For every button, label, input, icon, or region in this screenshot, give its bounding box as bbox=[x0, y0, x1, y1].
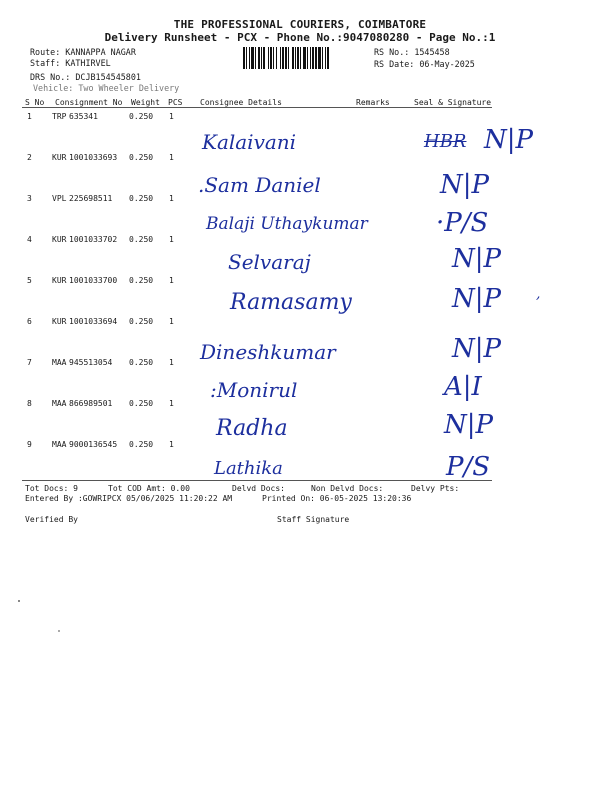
barcode-bar bbox=[325, 47, 326, 69]
speck-mark-icon bbox=[58, 630, 60, 632]
consignee-handwriting: Balaji Uthaykumar bbox=[206, 214, 368, 234]
remark-handwriting: ·P/S bbox=[436, 208, 489, 238]
total-cod-amount: Tot COD Amt: 0.00 bbox=[108, 484, 190, 493]
staff-label: Staff: KATHIRVEL bbox=[30, 58, 111, 68]
row-consignment: 225698511 bbox=[69, 194, 113, 203]
barcode-bar bbox=[258, 47, 260, 69]
barcode-bar bbox=[251, 47, 254, 69]
column-header-pcs: PCS bbox=[168, 98, 183, 107]
vehicle-label: Vehicle: Two Wheeler Delivery bbox=[33, 83, 180, 93]
barcode-bar bbox=[295, 47, 296, 69]
row-sno: 8 bbox=[27, 399, 32, 408]
barcode-bar bbox=[285, 47, 287, 69]
remark-handwriting: N|P bbox=[452, 284, 502, 314]
barcode-bar bbox=[273, 47, 274, 69]
rs-number: RS No.: 1545458 bbox=[374, 47, 450, 57]
report-subtitle: Delivery Runsheet - PCX - Phone No.:9047080280 - Page No.:1 bbox=[104, 31, 496, 44]
barcode-bar bbox=[312, 47, 314, 69]
row-prefix: MAA bbox=[52, 399, 67, 408]
row-prefix: MAA bbox=[52, 358, 67, 367]
rs-date: RS Date: 06-May-2025 bbox=[374, 59, 475, 69]
row-consignment: 866989501 bbox=[69, 399, 113, 408]
row-weight: 0.250 bbox=[129, 153, 154, 162]
row-pcs: 1 bbox=[169, 276, 174, 285]
drs-number: DRS No.: DCJB154545801 bbox=[30, 72, 141, 82]
row-sno: 6 bbox=[27, 317, 32, 326]
consignee-handwriting: .Sam Daniel bbox=[198, 173, 321, 197]
row-prefix: TRP bbox=[52, 112, 67, 121]
barcode-bar bbox=[263, 47, 265, 69]
printed-on: Printed On: 06-05-2025 13:20:36 bbox=[262, 494, 412, 503]
row-weight: 0.250 bbox=[129, 112, 154, 121]
column-header-remarks: Remarks bbox=[356, 98, 390, 107]
barcode-bar bbox=[310, 47, 311, 69]
column-header-seal: Seal & Signature bbox=[414, 98, 492, 107]
barcode-bar bbox=[297, 47, 299, 69]
remark-handwriting: A|I bbox=[444, 372, 482, 402]
row-pcs: 1 bbox=[169, 317, 174, 326]
barcode-bar bbox=[327, 47, 329, 69]
barcode-bar bbox=[288, 47, 289, 69]
entered-by: Entered By :GOWRIPCX 05/06/2025 11:20:22 AM bbox=[25, 494, 233, 503]
row-sno: 5 bbox=[27, 276, 32, 285]
barcode-bar bbox=[282, 47, 284, 69]
row-consignment: 945513054 bbox=[69, 358, 113, 367]
row-consignment: 1001033693 bbox=[69, 153, 118, 162]
row-pcs: 1 bbox=[169, 153, 174, 162]
row-sno: 3 bbox=[27, 194, 32, 203]
column-header-weight: Weight bbox=[131, 98, 160, 107]
route-label: Route: KANNAPPA NAGAR bbox=[30, 47, 136, 57]
remark-handwriting: N|P bbox=[452, 244, 502, 274]
barcode-bar bbox=[276, 47, 277, 69]
row-weight: 0.250 bbox=[129, 399, 154, 408]
row-weight: 0.250 bbox=[129, 194, 154, 203]
row-pcs: 1 bbox=[169, 358, 174, 367]
row-sno: 9 bbox=[27, 440, 32, 449]
barcode-bar bbox=[292, 47, 294, 69]
barcode-bar bbox=[246, 47, 247, 69]
row-consignment: 1001033700 bbox=[69, 276, 118, 285]
total-docs: Tot Docs: 9 bbox=[25, 484, 78, 493]
header-rule bbox=[22, 107, 492, 108]
consignee-handwriting: :Monirul bbox=[210, 378, 298, 402]
row-consignment: 1001033702 bbox=[69, 235, 118, 244]
row-prefix: KUR bbox=[52, 153, 67, 162]
barcode-bar bbox=[300, 47, 301, 69]
remark-handwriting: P/S bbox=[446, 452, 491, 482]
barcode-bar bbox=[268, 47, 269, 69]
speck-mark-icon bbox=[18, 600, 20, 602]
row-pcs: 1 bbox=[169, 112, 174, 121]
barcode-bar bbox=[318, 47, 321, 69]
barcode-bar bbox=[270, 47, 272, 69]
row-sno: 4 bbox=[27, 235, 32, 244]
footer-rule bbox=[22, 480, 492, 481]
barcode-bar bbox=[322, 47, 323, 69]
barcode-bar bbox=[280, 47, 281, 69]
delivered-docs: Delvd Docs: bbox=[232, 484, 285, 493]
row-consignment: 635341 bbox=[69, 112, 98, 121]
consignee-handwriting: Lathika bbox=[214, 458, 283, 479]
row-pcs: 1 bbox=[169, 440, 174, 449]
consignee-handwriting: Selvaraj bbox=[228, 250, 311, 274]
row-prefix: KUR bbox=[52, 235, 67, 244]
remark-handwriting: N|P bbox=[444, 410, 494, 440]
ink-mark-icon: , bbox=[536, 286, 541, 302]
row-prefix: KUR bbox=[52, 276, 67, 285]
barcode-bar bbox=[303, 47, 306, 69]
report-title: THE PROFESSIONAL COURIERS, COIMBATORE bbox=[173, 18, 427, 31]
row-pcs: 1 bbox=[169, 194, 174, 203]
barcode-bar bbox=[307, 47, 308, 69]
barcode-icon bbox=[243, 47, 367, 69]
row-pcs: 1 bbox=[169, 399, 174, 408]
staff-signature-label: Staff Signature bbox=[277, 515, 350, 524]
barcode-bar bbox=[243, 47, 245, 69]
column-header-consignee: Consignee Details bbox=[200, 98, 282, 107]
row-consignment: 1001033694 bbox=[69, 317, 118, 326]
remark-handwriting: N|P bbox=[484, 125, 534, 155]
consignee-handwriting: Dineshkumar bbox=[200, 340, 336, 364]
barcode-bar bbox=[315, 47, 317, 69]
column-header-sno: S No bbox=[25, 98, 45, 107]
row-weight: 0.250 bbox=[129, 440, 154, 449]
row-weight: 0.250 bbox=[129, 317, 154, 326]
delivery-points: Delvy Pts: bbox=[411, 484, 460, 493]
row-consignment: 9000136545 bbox=[69, 440, 118, 449]
barcode-bar bbox=[249, 47, 250, 69]
verified-by-label: Verified By bbox=[25, 515, 78, 524]
row-sno: 7 bbox=[27, 358, 32, 367]
row-weight: 0.250 bbox=[129, 235, 154, 244]
row-prefix: MAA bbox=[52, 440, 67, 449]
non-delivered-docs: Non Delvd Docs: bbox=[311, 484, 384, 493]
row-prefix: KUR bbox=[52, 317, 67, 326]
barcode-bar bbox=[261, 47, 262, 69]
row-sno: 1 bbox=[27, 112, 32, 121]
consignee-handwriting: Ramasamy bbox=[230, 290, 352, 315]
column-header-consignment: Consignment No bbox=[55, 98, 123, 107]
struck-remark: HBR bbox=[424, 131, 467, 152]
row-weight: 0.250 bbox=[129, 358, 154, 367]
consignee-handwriting: Radha bbox=[216, 416, 288, 441]
remark-handwriting: N|P bbox=[452, 334, 502, 364]
barcode-bar bbox=[255, 47, 256, 69]
row-sno: 2 bbox=[27, 153, 32, 162]
row-weight: 0.250 bbox=[129, 276, 154, 285]
row-prefix: VPL bbox=[52, 194, 67, 203]
row-pcs: 1 bbox=[169, 235, 174, 244]
remark-handwriting: N|P bbox=[440, 170, 490, 200]
consignee-handwriting: Kalaivani bbox=[202, 130, 297, 154]
